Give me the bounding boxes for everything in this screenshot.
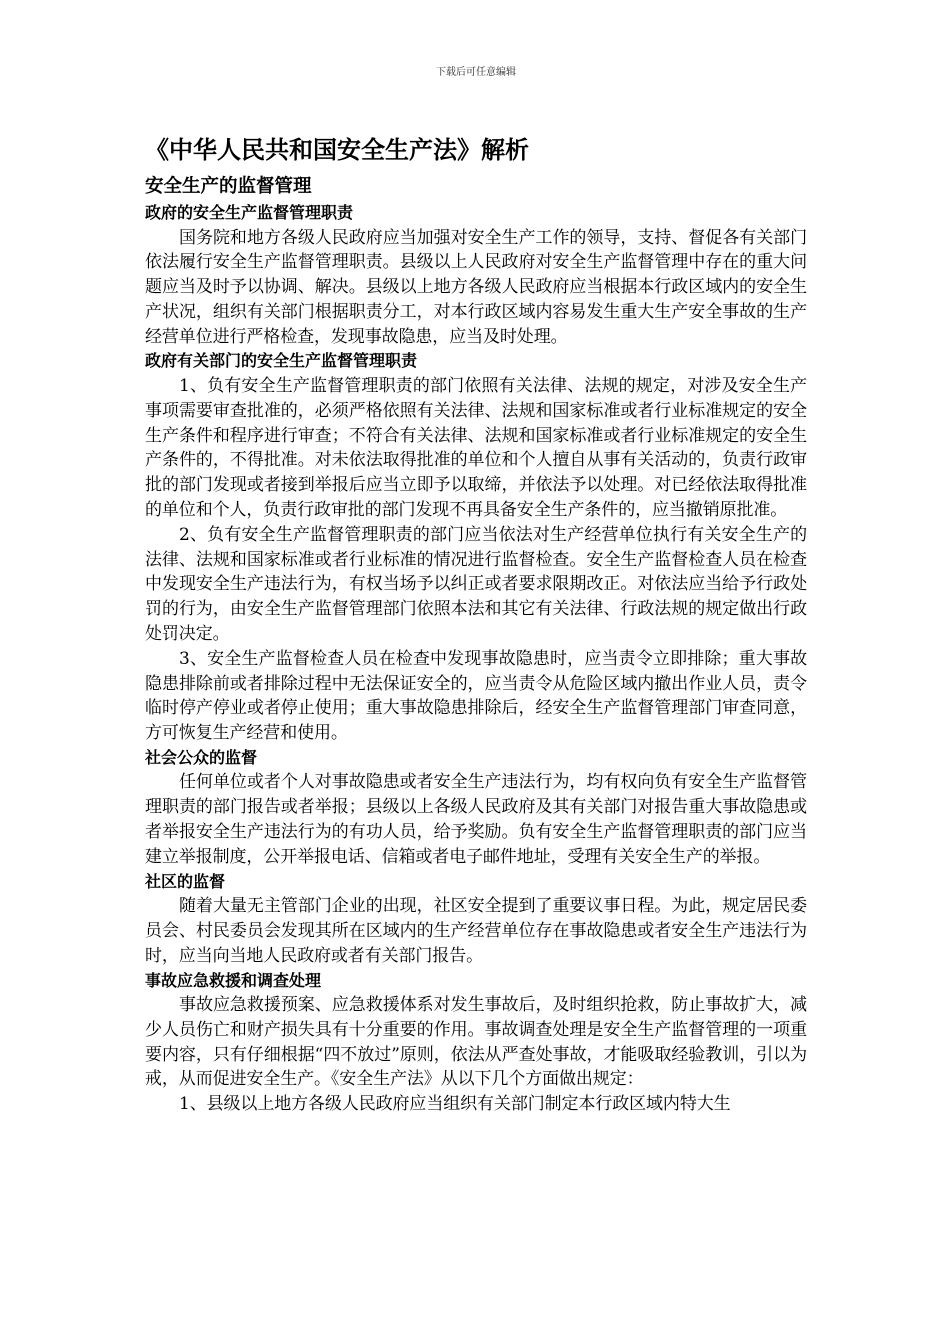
subsection-government [145, 201, 807, 349]
paragraph: 国务院和地方各级人民政府应当加强对安全生产工作的领导，支持、督促各有关部门依法履行安全生产监督管理职责。县级以上人民政府对安全生产监督管理中存在的重大问题应当及时予以协调、解决。县级以上地方各级人民政府应当根据本行政区域内的安全生产状况，组织有关部门根据职责分工，对本行政区域内容易发生重大生产安全事故的生产经营单位进行严格检查，发现事故隐患，应当及时处理。 [145, 227, 807, 347]
subsection-public [145, 746, 807, 870]
paragraph: 1、县级以上地方各级人民政府应当组织有关部门制定本行政区域内特大生 [179, 1094, 731, 1115]
subsection-heading: 社会公众的监督 [145, 747, 258, 767]
paragraph: 2、负有安全生产监督管理职责的部门应当依法对生产经营单位执行有关安全生产的法律、法规和国家标准或者行业标准的情况进行监督检查。安全生产监督检查人员在检查中发现安全生产违法行为，有权当场予以纠正或者要求限期改正。对依法应当给予行政处罚的行为，由安全生产监督管理部门依照本法和其它有关法律、行政法规的规定做出行政处罚决定。 [145, 524, 807, 644]
subsection-heading: 社区的监督 [145, 871, 226, 891]
subsection-community [145, 870, 807, 969]
paragraph: 3、安全生产监督检查人员在检查中发现事故隐患时，应当责令立即排除；重大事故隐患排除前或者排除过程中无法保证安全的，应当责令从危险区域内撤出作业人员，责令临时停产停业或者停止使用；重大事故隐患排除后，经安全生产监督管理部门审查同意，方可恢复生产经营和使用。 [145, 648, 807, 744]
section-heading: 安全生产的监督管理 [145, 176, 312, 197]
subsection-heading: 政府的安全生产监督管理职责 [145, 203, 354, 222]
paragraph: 随着大量无主管部门企业的出现，社区安全提到了重要议事日程。为此，规定居民委员会、村民委员会发现其所在区域内的生产经营单位存在事故隐患或者安全生产违法行为时，应当向当地人民政府或者有关部门报告。 [145, 896, 807, 966]
paragraph: 1、负有安全生产监督管理职责的部门依照有关法律、法规的规定，对涉及安全生产事项需要审查批准的，必须严格依照有关法律、法规和国家标准或者行业标准规定的安全生产条件和程序进行审查；不符合有关法律、法规和国家标准或者行业标准规定的安全生产条件的，不得批准。对未依法取得批准的单位和个人擅自从事有关活动的，负责行政审批的部门发现或者接到举报后应当立即予以取缔，并依法予以处理。对已经依法取得批准的单位和个人，负责行政审批的部门发现不再具备安全生产条件的，应当撤销原批准。 [145, 375, 807, 520]
subsection-departments [145, 349, 807, 745]
paragraph: 任何单位或者个人对事故隐患或者安全生产违法行为，均有权向负有安全生产监督管理职责的部门报告或者举报；县级以上各级人民政府及其有关部门对报告重大事故隐患或者举报安全生产违法行为的有功人员，给予奖励。负有安全生产监督管理职责的部门应当建立举报制度，公开举报电话、信箱或者电子邮件地址，受理有关安全生产的举报。 [145, 772, 807, 867]
subsection-heading: 事故应急救援和调查处理 [145, 970, 322, 990]
header-note: 下载后可任意编辑 [436, 67, 516, 78]
subsection-emergency [145, 969, 807, 1117]
document-body [145, 173, 807, 1117]
paragraph: 事故应急救援预案、应急救援体系对发生事故后，及时组织抢救，防止事故扩大，减少人员伤亡和财产损失具有十分重要的作用。事故调查处理是安全生产监督管理的一项重要内容，只有仔细根据“四不放过”原则，依法从严查处事故，才能吸取经验教训，引以为戒，从而促进安全生产。《安全生产法》从以下几个方面做出规定： [145, 995, 807, 1090]
document-title: 《中华人民共和国安全生产法》解析 [145, 136, 529, 164]
subsection-heading: 政府有关部门的安全生产监督管理职责 [145, 351, 418, 371]
